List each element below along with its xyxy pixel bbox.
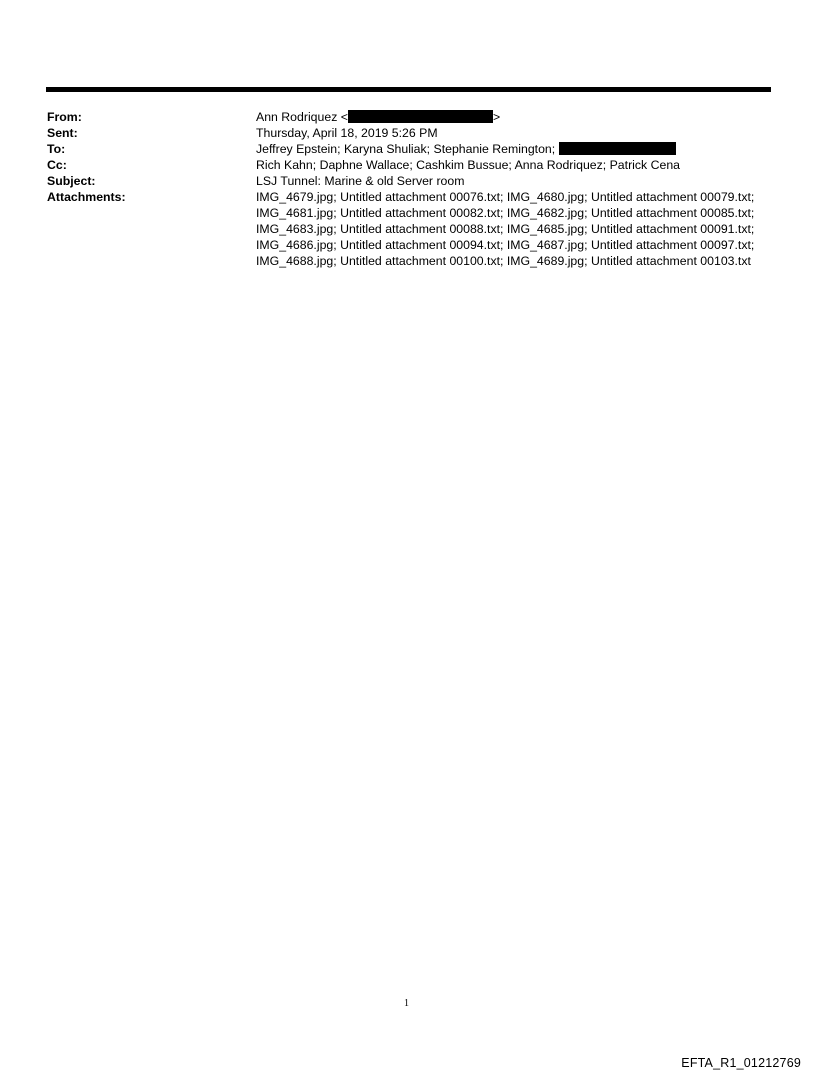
subject-value: LSJ Tunnel: Marine & old Server room [256,174,465,188]
cc-label: Cc: [47,158,67,172]
subject-row [47,173,769,189]
from-name: Ann Rodriquez < [256,110,348,124]
cc-row [47,157,769,173]
redaction-block [559,142,676,155]
attachments-row [47,189,769,269]
bates-number: EFTA_R1_01212769 [681,1056,801,1070]
subject-label: Subject: [47,174,96,188]
to-row [47,141,769,157]
attachments-label: Attachments: [47,190,126,204]
header-divider-rule [46,87,771,92]
email-header [47,109,769,269]
from-close-bracket: > [492,110,501,124]
from-value [256,109,770,125]
to-recipients: Jeffrey Epstein; Karyna Shuliak; Stephanie Remington; [256,142,556,156]
sent-row [47,125,769,141]
from-label: From: [47,110,82,124]
page-number: 1 [404,998,409,1009]
from-row [47,109,769,125]
sent-label: Sent: [47,126,78,140]
to-value [256,141,770,157]
cc-value: Rich Kahn; Daphne Wallace; Cashkim Bussue; Anna Rodriquez; Patrick Cena [256,158,681,172]
attachments-value: IMG_4679.jpg; Untitled attachment 00076.txt; IMG_4680.jpg; Untitled attachment 00079.txt; IMG_4681.jpg; Untitled attachment 00082.txt; IMG_4682.jpg; Untitled attachment 00085.txt; IMG_4683.jpg; Untitled attachment 00088.txt; IMG_4685.jpg; Untitled attachment 00091.txt; IMG_4686.jpg; Untitled attachment 00094.txt; IMG_4687.jpg; Untitled attachment 00097.txt; IMG_4688.jpg; Untitled attachment 00100.txt; IMG_4689.jpg; Untitled attachment 00103.txt [256,190,755,268]
redaction-block [348,110,493,123]
to-label: To: [47,142,66,156]
sent-value: Thursday, April 18, 2019 5:26 PM [256,126,438,140]
